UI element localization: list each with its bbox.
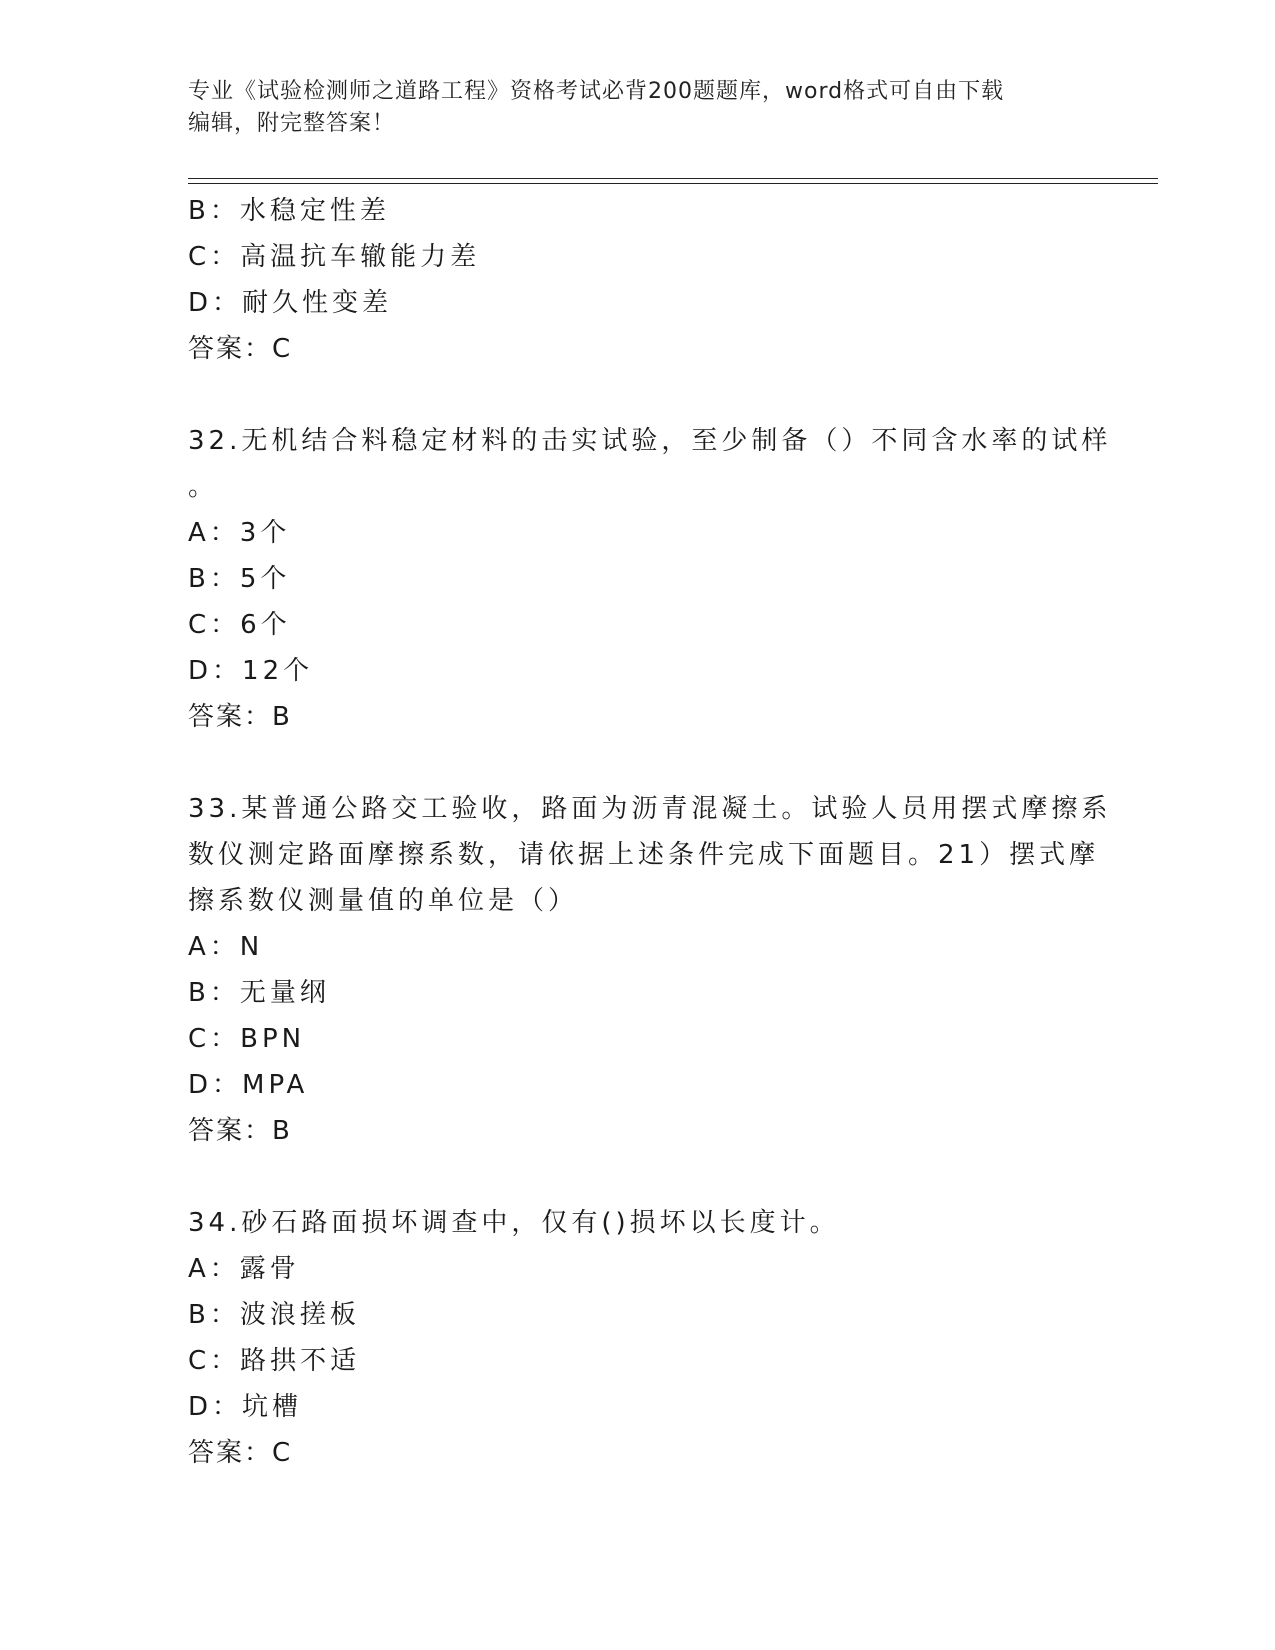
answer-line: 答案：C <box>188 1438 293 1468</box>
question-text-line: 。 <box>188 472 219 502</box>
header-rule-top <box>188 178 1158 179</box>
answer-line: 答案：B <box>188 1116 292 1146</box>
document-header <box>188 76 1088 140</box>
question-text-line: 33.某普通公路交工验收，路面为沥青混凝土。试验人员用摆式摩擦系 <box>188 794 1112 824</box>
option-d: D：12个 <box>188 656 314 686</box>
question-text-line: 34.砂石路面损坏调查中，仅有()损坏以长度计。 <box>188 1208 840 1238</box>
question-text-line: 数仪测定路面摩擦系数，请依据上述条件完成下面题目。21）摆式摩 <box>188 840 1100 870</box>
question-32-block <box>188 418 1112 740</box>
option-d: D：MPA <box>188 1070 309 1100</box>
answer-line: 答案：B <box>188 702 292 732</box>
question-gap <box>188 372 1088 418</box>
option-c: C：6个 <box>188 610 291 640</box>
header-rule-bottom <box>188 183 1158 184</box>
option-c: C：高温抗车辙能力差 <box>188 242 481 272</box>
header-line-2: 编辑，附完整答案！ <box>188 111 396 136</box>
header-line-1: 专业《试验检测师之道路工程》资格考试必背200题题库，word格式可自由下载 <box>188 79 1005 104</box>
option-a: A：N <box>188 932 264 962</box>
option-a: A：3个 <box>188 518 291 548</box>
option-b: B：波浪搓板 <box>188 1300 360 1330</box>
question-34-block <box>188 1200 1088 1476</box>
option-c: C：路拱不适 <box>188 1346 361 1376</box>
option-d: D：坑槽 <box>188 1392 303 1422</box>
question-31-block <box>188 188 1088 372</box>
option-a: A：露骨 <box>188 1254 300 1284</box>
option-b: B：5个 <box>188 564 291 594</box>
option-c: C：BPN <box>188 1024 306 1054</box>
question-text-line: 擦系数仪测量值的单位是（） <box>188 886 579 916</box>
question-text-line: 32.无机结合料稳定材料的击实试验，至少制备（）不同含水率的试样 <box>188 426 1112 456</box>
option-b: B：水稳定性差 <box>188 196 390 226</box>
option-b: B：无量纲 <box>188 978 330 1008</box>
question-gap <box>188 740 1088 786</box>
option-d: D：耐久性变差 <box>188 288 393 318</box>
answer-line: 答案：C <box>188 334 293 364</box>
question-gap <box>188 1154 1088 1200</box>
question-content <box>188 188 1112 1476</box>
question-33-block <box>188 786 1112 1154</box>
